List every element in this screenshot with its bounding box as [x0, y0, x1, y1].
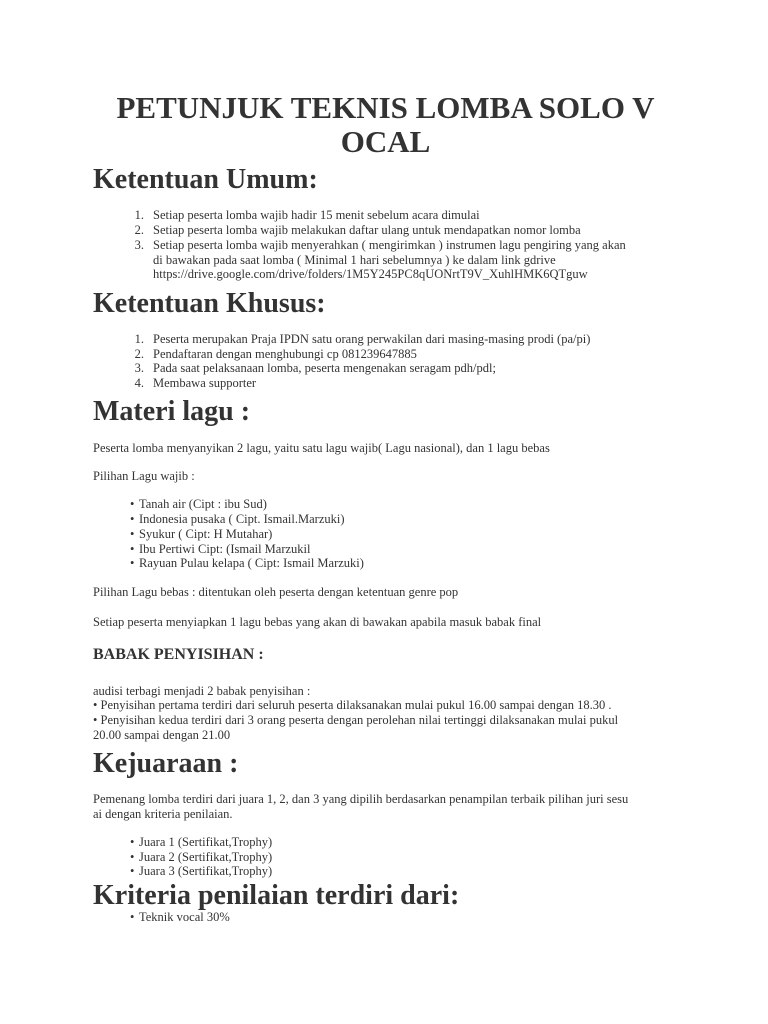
bullet: • [130, 850, 135, 864]
penyisihan-line: • Penyisihan pertama terdiri dari seluruh peserta dilaksanakan mulai pukul 16.00 sampai dengan 18.30 . [93, 698, 612, 712]
list-item-text: Peserta merupakan Praja IPDN satu orang perwakilan dari masing-masing prodi (pa/pi) [153, 332, 591, 346]
list-item-text: Setiap peserta lomba wajib hadir 15 menit sebelum acara dimulai [153, 208, 480, 222]
song-title: Indonesia pusaka ( Cipt. Ismail.Marzuki) [139, 512, 345, 526]
prize-text: Juara 2 (Sertifikat,Trophy) [139, 850, 273, 864]
bullet: • [130, 864, 135, 878]
prize-text: Juara 1 (Sertifikat,Trophy) [139, 835, 273, 849]
list-number: 3. [134, 238, 144, 252]
list-item [130, 835, 272, 850]
penyisihan-line: • Penyisihan kedua terdiri dari 3 orang peserta dengan perolehan nilai tertinggi dilaksanakan mulai pukul [93, 713, 619, 727]
heading-materi-lagu: Materi lagu : [93, 396, 251, 427]
final-note: Setiap peserta menyiapkan 1 lagu bebas yang akan di bawakan apabila masuk babak final [93, 615, 542, 629]
bullet: • [130, 497, 135, 511]
bullet: • [130, 542, 135, 556]
song-title: Ibu Pertiwi Cipt: (Ismail Marzukil [139, 542, 311, 556]
kejuaraan-line: Pemenang lomba terdiri dari juara 1, 2, dan 3 yang dipilih berdasarkan penampilan terbaik pilihan juri sesu [93, 792, 629, 806]
list-number: 1. [134, 332, 144, 346]
list-item [130, 556, 364, 571]
list-item-text: Setiap peserta lomba wajib menyerahkan ( mengirimkan ) instrumen lagu pengiring yang akan [153, 238, 626, 252]
list-item-text: di bawakan pada saat lomba ( Minimal 1 hari sebelumnya ) ke dalam link gdrive [153, 253, 556, 267]
list-item-text: Setiap peserta lomba wajib melakukan daftar ulang untuk mendapatkan nomor lomba [153, 223, 581, 237]
list-number: 2. [134, 223, 144, 237]
penyisihan-line: 20.00 sampai dengan 21.00 [93, 728, 231, 742]
heading-babak-penyisihan: BABAK PENYISIHAN : [93, 646, 264, 663]
list-item [130, 910, 230, 925]
heading-ketentuan-khusus: Ketentuan Khusus: [93, 288, 326, 319]
list-number: 1. [134, 208, 144, 222]
song-title: Tanah air (Cipt : ibu Sud) [139, 497, 267, 511]
list-item-text: Membawa supporter [153, 376, 257, 390]
heading-kriteria-penilaian: Kriteria penilaian terdiri dari: [93, 880, 460, 911]
kejuaraan-line: ai dengan kriteria penilaian. [93, 807, 233, 821]
document-title-line-1: PETUNJUK TEKNIS LOMBA SOLO V [116, 90, 655, 125]
list-item [130, 497, 267, 512]
bullet: • [130, 835, 135, 849]
prize-text: Juara 3 (Sertifikat,Trophy) [139, 864, 273, 878]
list-number: 2. [134, 347, 144, 361]
list-number: 4. [134, 376, 144, 390]
list-item [130, 512, 345, 527]
lagu-wajib-label: Pilihan Lagu wajib : [93, 469, 195, 483]
bullet: • [130, 512, 135, 526]
bullet: • [130, 556, 135, 570]
heading-kejuaraan: Kejuaraan : [93, 748, 239, 779]
criteria-text: Teknik vocal 30% [139, 910, 230, 924]
list-number: 3. [134, 361, 144, 375]
song-title: Syukur ( Cipt: H Mutahar) [139, 527, 273, 541]
bullet: • [130, 910, 135, 924]
penyisihan-line: audisi terbagi menjadi 2 babak penyisihan : [93, 684, 311, 698]
list-item [130, 542, 311, 557]
bullet: • [130, 527, 135, 541]
heading-ketentuan-umum: Ketentuan Umum: [93, 164, 318, 195]
gdrive-link[interactable]: https://drive.google.com/drive/folders/1M5Y245PC8qUONrtT9V_XuhlHMK6QTguw [153, 267, 588, 281]
list-item-text: Pada saat pelaksanaan lomba, peserta mengenakan seragam pdh/pdl; [153, 361, 496, 375]
list-item [130, 850, 272, 865]
list-item [130, 864, 272, 879]
song-title: Rayuan Pulau kelapa ( Cipt: Ismail Marzuki) [139, 556, 364, 570]
materi-intro: Peserta lomba menyanyikan 2 lagu, yaitu satu lagu wajib( Lagu nasional), dan 1 lagu bebas [93, 441, 550, 455]
list-item-text: Pendaftaran dengan menghubungi cp 081239647885 [153, 347, 417, 361]
lagu-bebas-note: Pilihan Lagu bebas : ditentukan oleh peserta dengan ketentuan genre pop [93, 585, 459, 599]
list-item [130, 527, 272, 542]
document-title-line-2: OCAL [340, 124, 431, 159]
